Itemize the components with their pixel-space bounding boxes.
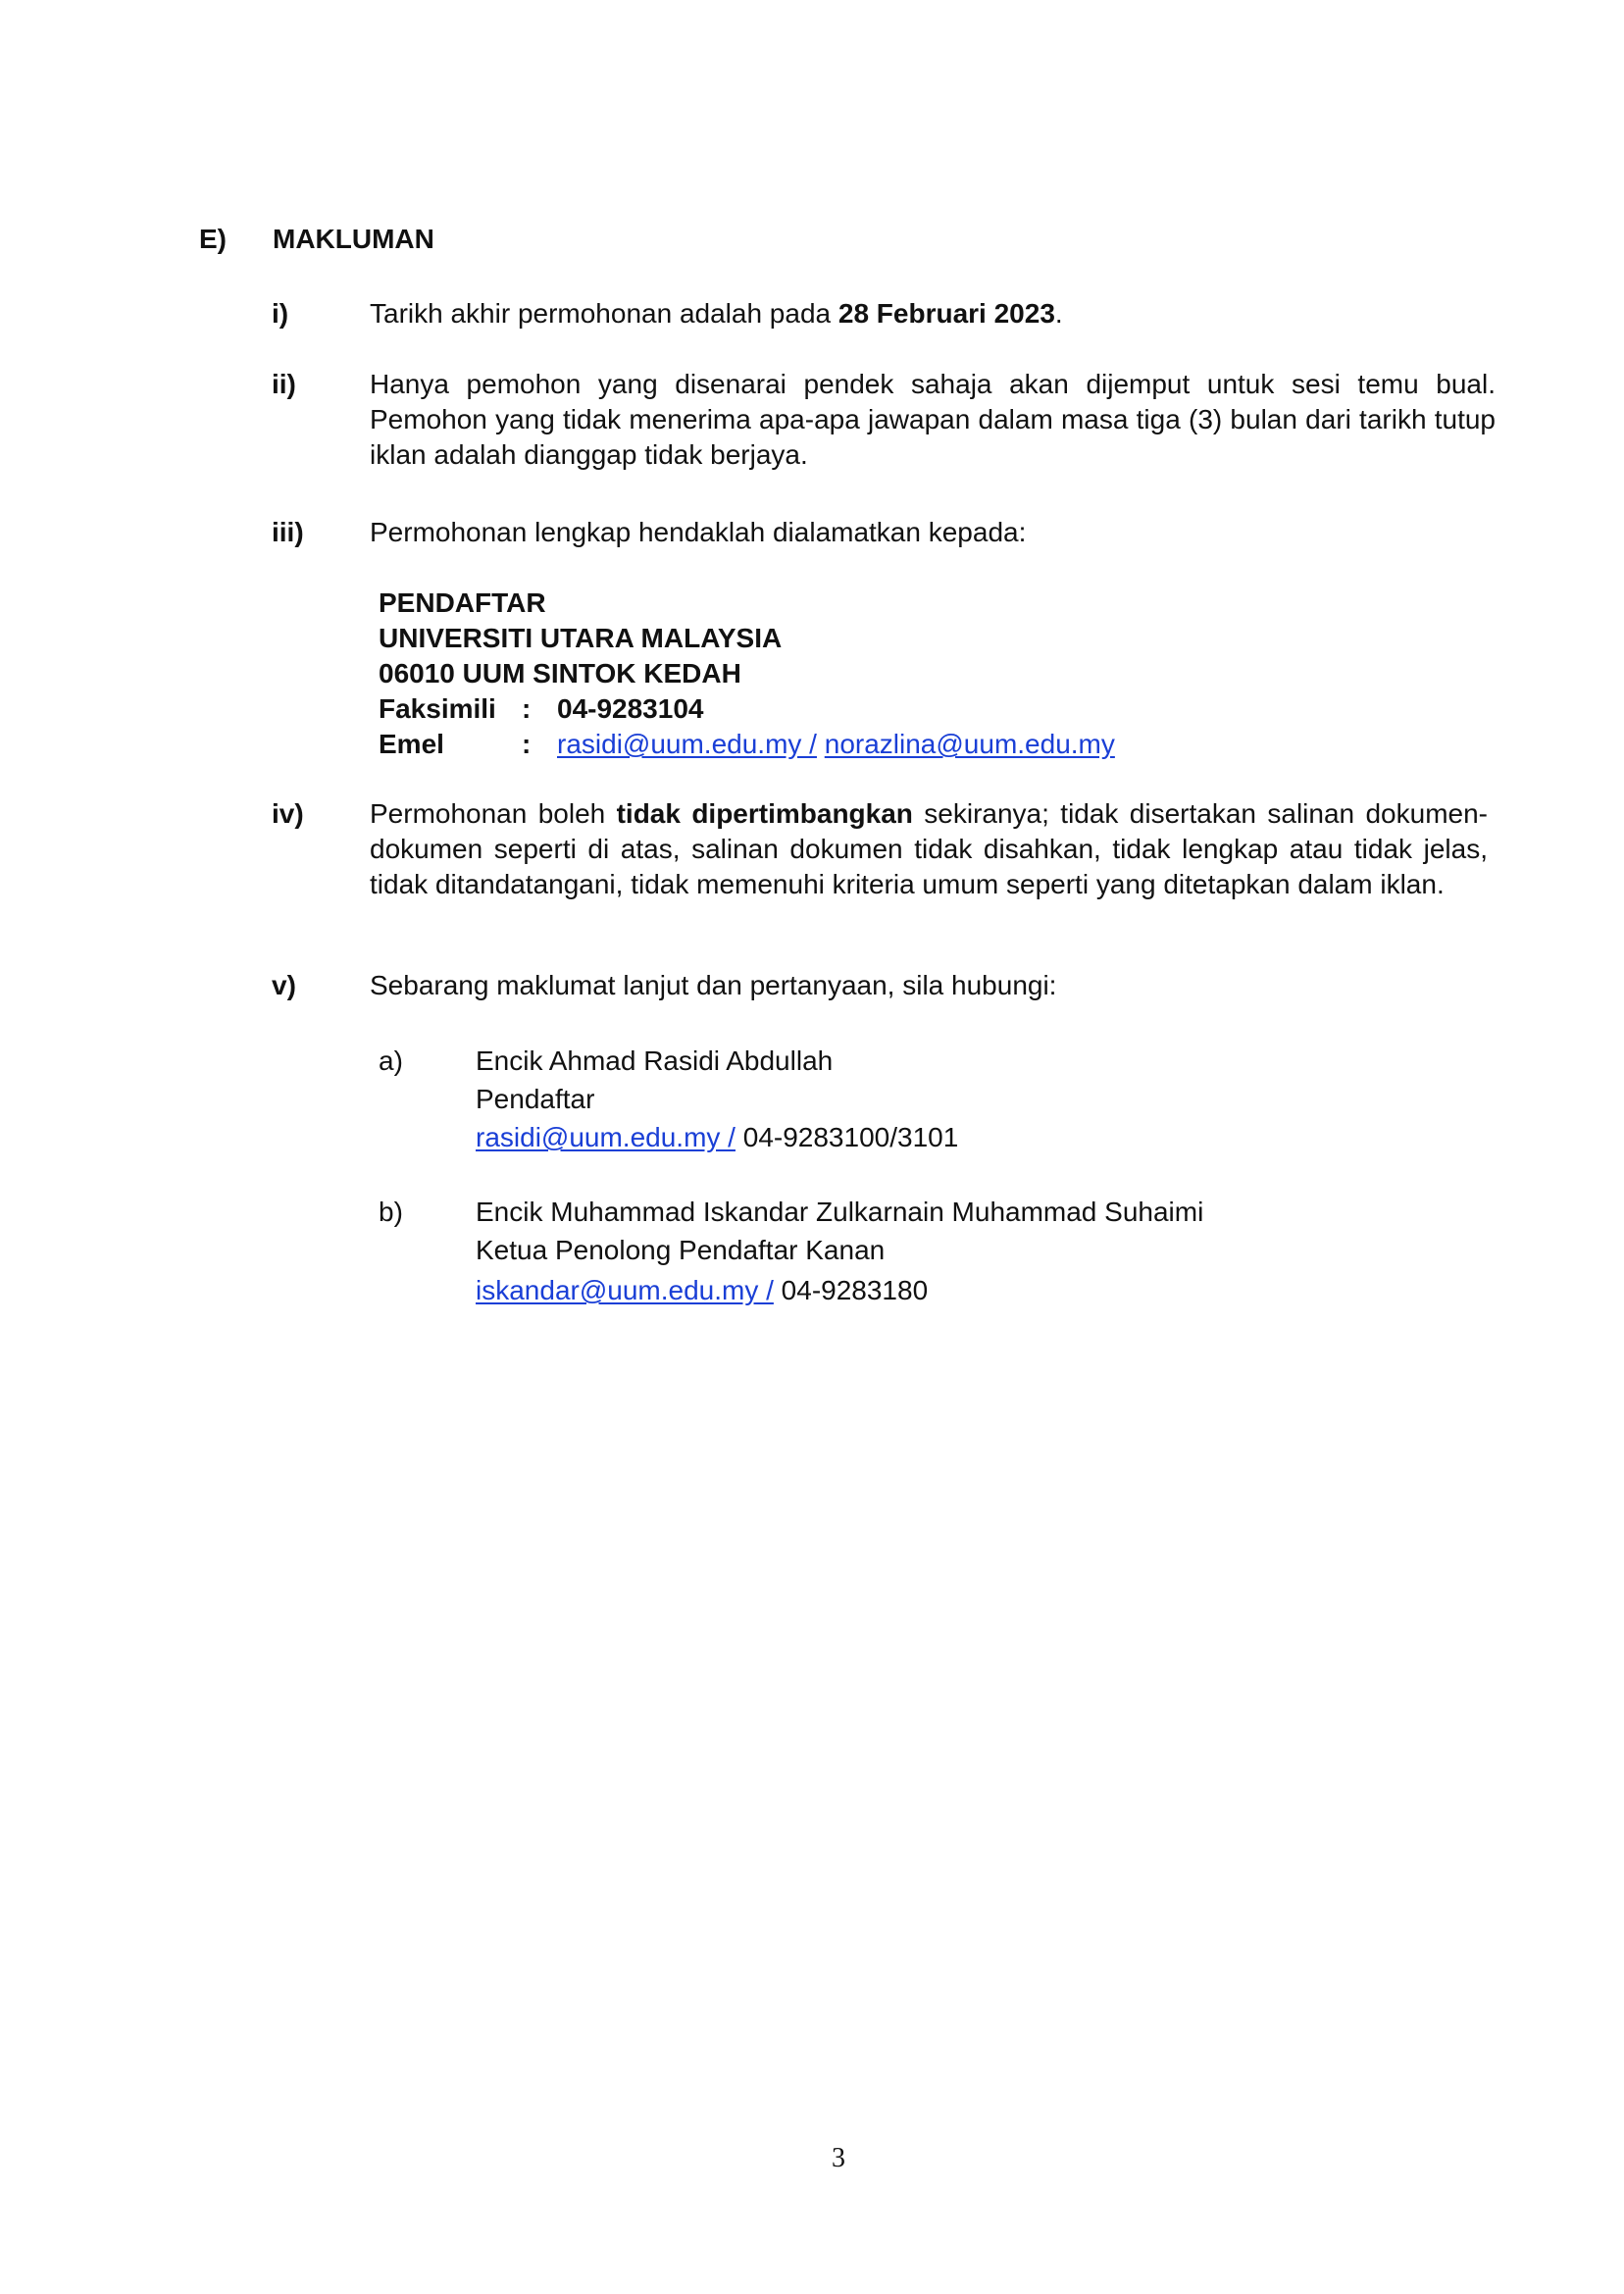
email-colon: : (522, 729, 532, 759)
email-link-norazlina[interactable]: norazlina@uum.edu.my (824, 729, 1115, 759)
address-line: PENDAFTAR (379, 587, 546, 618)
contact-label: a) (379, 1045, 403, 1076)
fax-label: Faksimili (379, 693, 496, 724)
item-text: Permohonan boleh tidak dipertimbangkan sekiranya; tidak disertakan salinan dokumen-dokumen seperti di atas, salinan dokumen tidak disahkan, tidak lengkap atau tidak jelas, tidak ditandatangani, tidak memenuhi kriteria umum seperti yang ditetapkan dalam iklan. (370, 798, 1488, 899)
item-text: Tarikh akhir permohonan adalah pada 28 Februari 2023. (370, 298, 1063, 329)
email-links (557, 727, 1115, 762)
contact-email-link[interactable]: iskandar@uum.edu.my / (476, 1275, 774, 1305)
item-number: ii) (272, 369, 296, 399)
item-number: iv) (272, 798, 304, 829)
address-line: UNIVERSITI UTARA MALAYSIA (379, 623, 783, 653)
contact-details (476, 1273, 928, 1308)
item-number: v) (272, 970, 296, 1000)
contact-name: Encik Ahmad Rasidi Abdullah (476, 1045, 834, 1076)
email-link-rasidi[interactable]: rasidi@uum.edu.my / (557, 729, 817, 759)
fax-colon: : (522, 693, 532, 724)
contact-position: Ketua Penolong Pendaftar Kanan (476, 1235, 886, 1265)
item-number: iii) (272, 517, 304, 547)
deadline-date: 28 Februari 2023 (837, 298, 1055, 329)
item-text: Permohonan lengkap hendaklah dialamatkan kepada: (370, 517, 1027, 547)
email-label: Emel (379, 729, 444, 759)
fax-value: 04-9283104 (557, 693, 704, 724)
contact-phone: 04-9283100/3101 (735, 1122, 959, 1152)
section-title: MAKLUMAN (273, 224, 434, 254)
item-number: i) (272, 298, 289, 329)
item-text: Sebarang maklumat lanjut dan pertanyaan, sila hubungi: (370, 970, 1057, 1000)
item-text: Hanya pemohon yang disenarai pendek sahaja akan dijemput untuk sesi temu bual. Pemohon yang tidak menerima apa-apa jawapan dalam masa tiga (3) bulan dari tarikh tutup iklan adalah dianggap tidak berjaya. (370, 369, 1496, 470)
emphasis-text: tidak dipertimbangkan (616, 798, 913, 829)
contact-name: Encik Muhammad Iskandar Zulkarnain Muhammad Suhaimi (476, 1197, 1204, 1227)
section-label: E) (199, 224, 227, 254)
address-line: 06010 UUM SINTOK KEDAH (379, 658, 741, 688)
contact-details (476, 1120, 958, 1155)
contact-email-link[interactable]: rasidi@uum.edu.my / (476, 1122, 736, 1152)
page-number: 3 (832, 2143, 845, 2173)
contact-label: b) (379, 1197, 403, 1227)
contact-position: Pendaftar (476, 1084, 595, 1114)
contact-phone: 04-9283180 (773, 1275, 929, 1305)
